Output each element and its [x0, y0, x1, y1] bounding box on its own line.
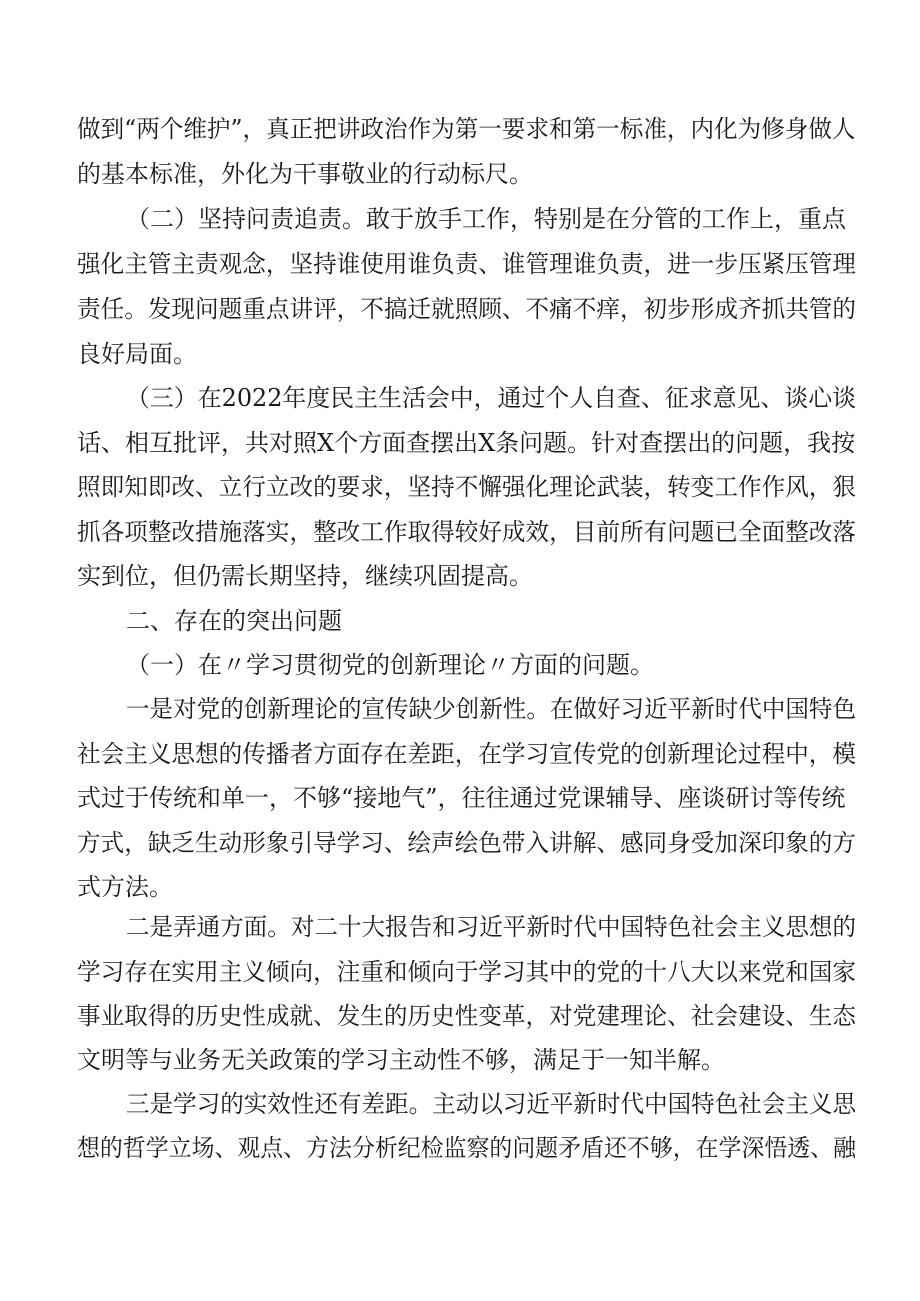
text-line: 责任。发现问题重点讲评，不搞迁就照顾、不痛不痒，初步形成齐抓共管的	[77, 295, 857, 323]
text-line: 二是弄通方面。对二十大报告和习近平新时代中国特色社会主义思想的	[126, 913, 857, 941]
text-line: 做到“两个维护”，真正把讲政治作为第一要求和第一标准，内化为修身做人	[77, 115, 856, 143]
text-line: 文明等与业务无关政策的学习主动性不够，满足于一知半解。	[77, 1046, 725, 1074]
text-line: 照即知即改、立行立改的要求，坚持不懈强化理论武装，转变工作作风，狠	[77, 473, 857, 501]
text-line: 想的哲学立场、观点、方法分析纪检监察的问题矛盾还不够，在学深悟透、融	[77, 1134, 857, 1162]
text-line: 方式，缺乏生动形象引导学习、绘声绘色带入讲解、感同身受加深印象的方	[77, 829, 857, 857]
text-line: 实到位，但仍需长期坚持，继续巩固提高。	[77, 562, 533, 590]
text-line: 式过于传统和单一，不够“接地气”，往往通过党课辅导、座谈研讨等传统	[77, 784, 846, 812]
text-line: 良好局面。	[77, 340, 197, 368]
text-line: 话、相互批评，共对照X个方面查摆出X条问题。针对查摆出的问题，我按	[77, 429, 856, 457]
text-line: 一是对党的创新理论的宣传缺少创新性。在做好习近平新时代中国特色	[126, 695, 857, 723]
text-line: 强化主管主责观念，坚持谁使用谁负责、谁管理谁负责，进一步压紧压管理	[77, 250, 857, 278]
text-line: 的基本标准，外化为干事敬业的行动标尺。	[77, 160, 533, 188]
text-line: 三是学习的实效性还有差距。主动以习近平新时代中国特色社会主义思	[126, 1090, 857, 1118]
text-line: （二）坚持问责追责。敢于放手工作，特别是在分管的工作上，重点	[126, 205, 846, 233]
subsection-heading: （一）在〃学习贯彻党的创新理论〃方面的问题。	[126, 651, 654, 679]
text-line: （三）在2022年度民主生活会中，通过个人自查、征求意见、谈心谈	[126, 384, 857, 412]
text-line: 事业取得的历史性成就、发生的历史性变革，对党建理论、社会建设、生态	[77, 1002, 857, 1030]
section-heading: 二、存在的突出问题	[126, 607, 342, 635]
text-line: 式方法。	[77, 873, 173, 901]
text-line: 抓各项整改措施落实，整改工作取得较好成效，目前所有问题已全面整改落	[77, 518, 857, 546]
text-line: 社会主义思想的传播者方面存在差距，在学习宣传党的创新理论过程中，模	[77, 740, 857, 768]
text-line: 学习存在实用主义倾向，注重和倾向于学习其中的党的十八大以来党和国家	[77, 958, 857, 986]
